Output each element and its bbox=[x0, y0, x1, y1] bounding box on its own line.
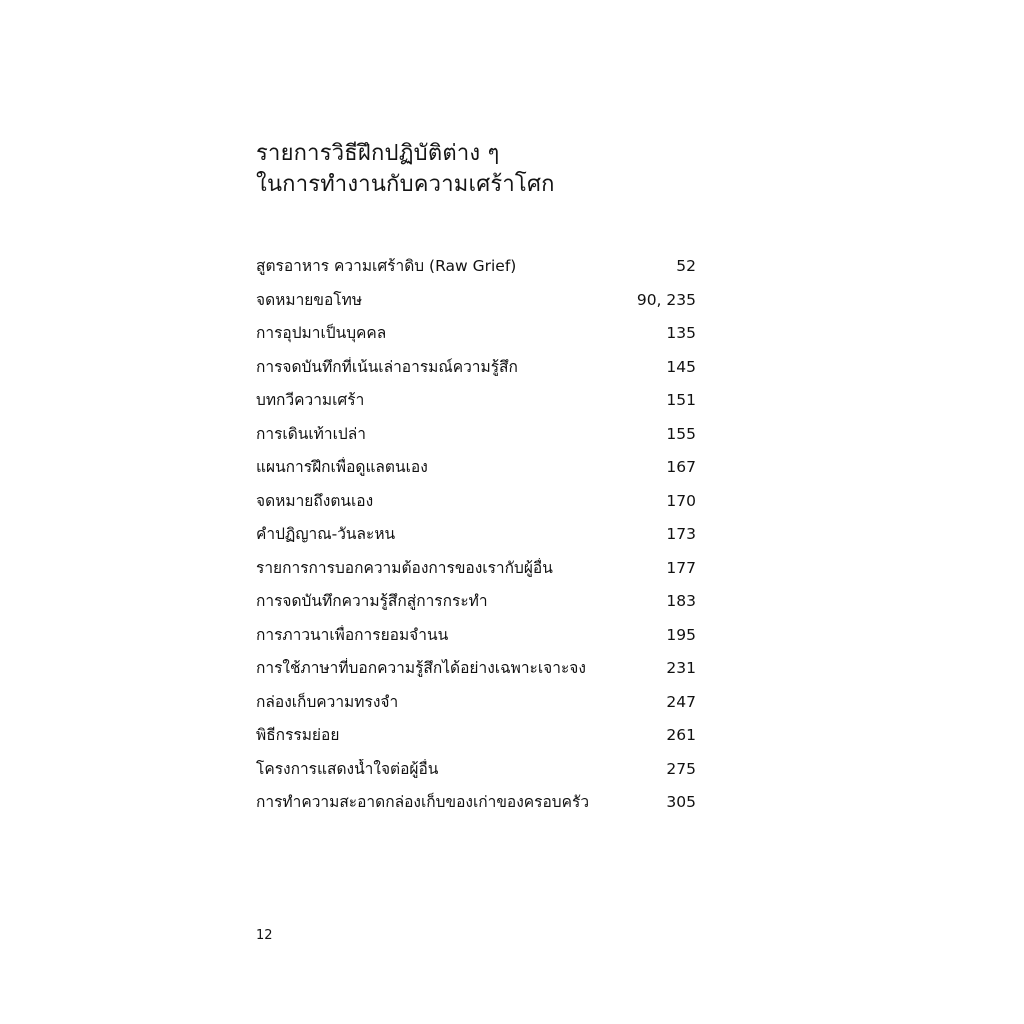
entry-page-number: 170 bbox=[666, 491, 696, 510]
list-item bbox=[256, 390, 696, 424]
list-item bbox=[256, 692, 696, 726]
entry-title: บทกวีความเศร้า bbox=[256, 391, 365, 409]
list-item bbox=[256, 256, 696, 290]
entry-page-number: 195 bbox=[666, 625, 696, 644]
entry-page-number: 231 bbox=[666, 659, 696, 677]
entry-title: สูตรอาหาร ความเศร้าดิบ (Raw Grief) bbox=[256, 257, 517, 275]
entry-page-number: 261 bbox=[666, 726, 696, 744]
entry-title: การจดบันทึกความรู้สึกสู่การกระทำ bbox=[256, 592, 488, 610]
list-item bbox=[256, 424, 696, 458]
list-item bbox=[256, 591, 696, 625]
entry-title: พิธีกรรมย่อย bbox=[256, 726, 340, 744]
entry-page-number: 183 bbox=[666, 592, 696, 610]
entry-title: จดหมายขอโทษ bbox=[256, 290, 363, 309]
entry-page-number: 155 bbox=[666, 424, 696, 443]
page-number: 12 bbox=[256, 928, 273, 943]
list-item bbox=[256, 457, 696, 491]
entry-title: การภาวนาเพื่อการยอมจำนน bbox=[256, 625, 449, 644]
entry-page-number: 52 bbox=[676, 257, 696, 275]
list-item bbox=[256, 725, 696, 759]
list-item bbox=[256, 357, 696, 391]
entry-title: การจดบันทึกที่เน้นเล่าอารมณ์ความรู้สึก bbox=[256, 357, 518, 376]
entry-page-number: 167 bbox=[666, 458, 696, 476]
practice-list bbox=[256, 256, 696, 826]
entry-title: การทำความสะอาดกล่องเก็บของเก่าของครอบครัว bbox=[256, 793, 590, 811]
entry-title: รายการการบอกความต้องการของเรากับผู้อื่น bbox=[256, 558, 553, 577]
entry-page-number: 177 bbox=[666, 558, 696, 577]
list-item bbox=[256, 323, 696, 357]
heading-line-1: รายการวิธีฝึกปฏิบัติต่าง ๆ bbox=[256, 141, 500, 166]
entry-title: โครงการแสดงน้ำใจต่อผู้อื่น bbox=[256, 759, 439, 778]
list-item bbox=[256, 625, 696, 659]
entry-title: การเดินเท้าเปล่า bbox=[256, 424, 366, 443]
entry-page-number: 173 bbox=[666, 525, 696, 543]
list-item bbox=[256, 491, 696, 525]
entry-page-number: 135 bbox=[666, 324, 696, 342]
list-item bbox=[256, 759, 696, 793]
list-item bbox=[256, 290, 696, 324]
entry-title: การใช้ภาษาที่บอกความรู้สึกได้อย่างเฉพาะเจาะจง bbox=[256, 659, 586, 677]
entry-title: การอุปมาเป็นบุคคล bbox=[256, 324, 387, 342]
entry-page-number: 145 bbox=[666, 357, 696, 376]
entry-title: คำปฏิญาณ-วันละหน bbox=[256, 525, 396, 543]
entry-page-number: 90, 235 bbox=[636, 290, 696, 309]
entry-title: จดหมายถึงตนเอง bbox=[256, 491, 374, 510]
entry-page-number: 247 bbox=[666, 692, 696, 711]
entry-title: แผนการฝึกเพื่อดูแลตนเอง bbox=[256, 458, 428, 476]
list-item bbox=[256, 792, 696, 826]
entry-title: กล่องเก็บความทรงจำ bbox=[256, 692, 399, 711]
list-item bbox=[256, 524, 696, 558]
entry-page-number: 151 bbox=[666, 391, 696, 409]
entry-page-number: 275 bbox=[666, 759, 696, 778]
list-item bbox=[256, 658, 696, 692]
heading-line-2: ในการทำงานกับความเศร้าโศก bbox=[256, 172, 555, 197]
entry-page-number: 305 bbox=[666, 793, 696, 811]
list-item bbox=[256, 558, 696, 592]
page-heading bbox=[256, 138, 776, 200]
